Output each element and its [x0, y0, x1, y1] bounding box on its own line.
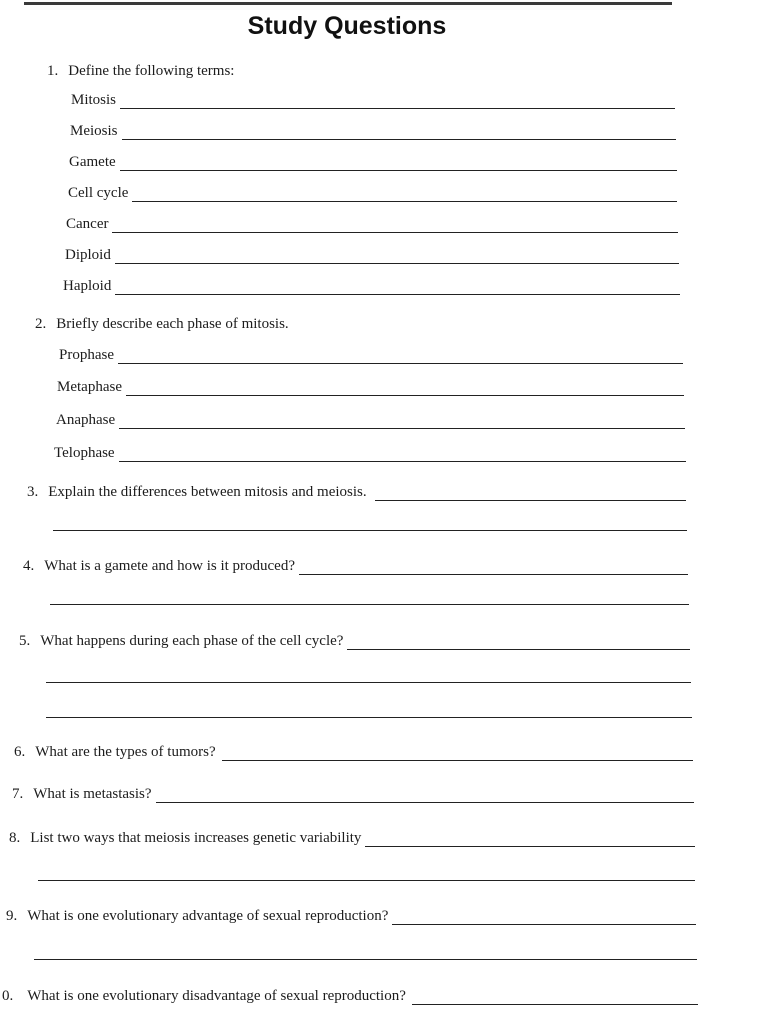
answer-blank[interactable] — [122, 126, 676, 140]
answer-blank[interactable] — [120, 95, 675, 109]
term-label: Cell cycle — [68, 185, 129, 201]
phase-label: Anaphase — [56, 412, 116, 428]
question-text: What is one evolutionary disadvantage of sexual reproduction? — [27, 988, 406, 1004]
answer-blank[interactable] — [119, 448, 686, 462]
question-text: Explain the differences between mitosis and meiosis. — [48, 484, 367, 500]
question-2-header — [35, 315, 289, 333]
answer-blank[interactable] — [120, 157, 677, 171]
term-label: Cancer — [66, 216, 109, 232]
question-number: 9. — [6, 908, 18, 924]
term-row-meiosis — [70, 122, 676, 140]
answer-blank[interactable] — [156, 789, 694, 803]
question-text: Briefly describe each phase of mitosis. — [56, 316, 289, 332]
question-number: 6. — [14, 744, 26, 760]
question-text: What is one evolutionary advantage of sexual reproduction? — [27, 908, 389, 924]
answer-blank[interactable] — [412, 991, 698, 1005]
question-number: 3. — [27, 484, 39, 500]
answer-line[interactable] — [50, 604, 689, 605]
answer-blank[interactable] — [118, 350, 683, 364]
term-row-mitosis — [71, 91, 675, 109]
question-number: 4. — [23, 558, 35, 574]
answer-blank[interactable] — [132, 188, 677, 202]
answer-blank[interactable] — [392, 911, 696, 925]
phase-label: Telophase — [54, 445, 115, 461]
question-1-header — [47, 62, 234, 80]
question-text: What is metastasis? — [33, 786, 152, 802]
question-6 — [14, 743, 693, 761]
answer-line[interactable] — [46, 717, 692, 718]
answer-line[interactable] — [46, 682, 691, 683]
phase-label: Metaphase — [57, 379, 122, 395]
answer-blank[interactable] — [115, 281, 680, 295]
term-row-cancer — [66, 215, 678, 233]
phase-row-metaphase — [57, 378, 684, 396]
term-label: Gamete — [69, 154, 116, 170]
question-number: 1. — [47, 63, 59, 79]
answer-blank[interactable] — [119, 415, 685, 429]
question-4 — [23, 557, 688, 575]
answer-blank[interactable] — [347, 636, 690, 650]
question-text: What are the types of tumors? — [35, 744, 216, 760]
term-label: Meiosis — [70, 123, 118, 139]
answer-blank[interactable] — [115, 250, 679, 264]
question-number: 5. — [19, 633, 31, 649]
answer-blank[interactable] — [112, 219, 678, 233]
question-text: Define the following terms: — [68, 63, 235, 79]
question-number: 2. — [35, 316, 47, 332]
answer-line[interactable] — [34, 959, 697, 960]
question-5 — [19, 632, 690, 650]
phase-row-prophase — [59, 346, 683, 364]
phase-row-telophase — [54, 444, 686, 462]
answer-blank[interactable] — [299, 561, 688, 575]
term-row-cell-cycle — [68, 184, 677, 202]
question-8 — [9, 829, 695, 847]
question-3 — [27, 483, 686, 501]
question-text: List two ways that meiosis increases genetic variability — [30, 830, 362, 846]
answer-blank[interactable] — [365, 833, 695, 847]
question-9 — [6, 907, 696, 925]
page-title: Study Questions — [247, 12, 447, 40]
question-text: What is a gamete and how is it produced? — [44, 558, 296, 574]
term-row-gamete — [69, 153, 677, 171]
term-label: Diploid — [65, 247, 111, 263]
question-10 — [2, 987, 698, 1005]
answer-line[interactable] — [38, 880, 695, 881]
answer-blank[interactable] — [126, 382, 684, 396]
answer-blank[interactable] — [375, 487, 686, 501]
top-rule — [24, 2, 672, 5]
term-label: Haploid — [63, 278, 112, 294]
question-number: 8. — [9, 830, 21, 846]
answer-blank[interactable] — [222, 747, 693, 761]
term-row-haploid — [63, 277, 680, 295]
question-number: 0. — [2, 988, 14, 1004]
term-label: Mitosis — [71, 92, 117, 108]
question-7 — [12, 785, 694, 803]
term-row-diploid — [65, 246, 679, 264]
phase-label: Prophase — [59, 347, 114, 363]
answer-line[interactable] — [53, 530, 687, 531]
question-number: 7. — [12, 786, 24, 802]
question-text: What happens during each phase of the cell cycle? — [40, 633, 344, 649]
phase-row-anaphase — [56, 411, 685, 429]
